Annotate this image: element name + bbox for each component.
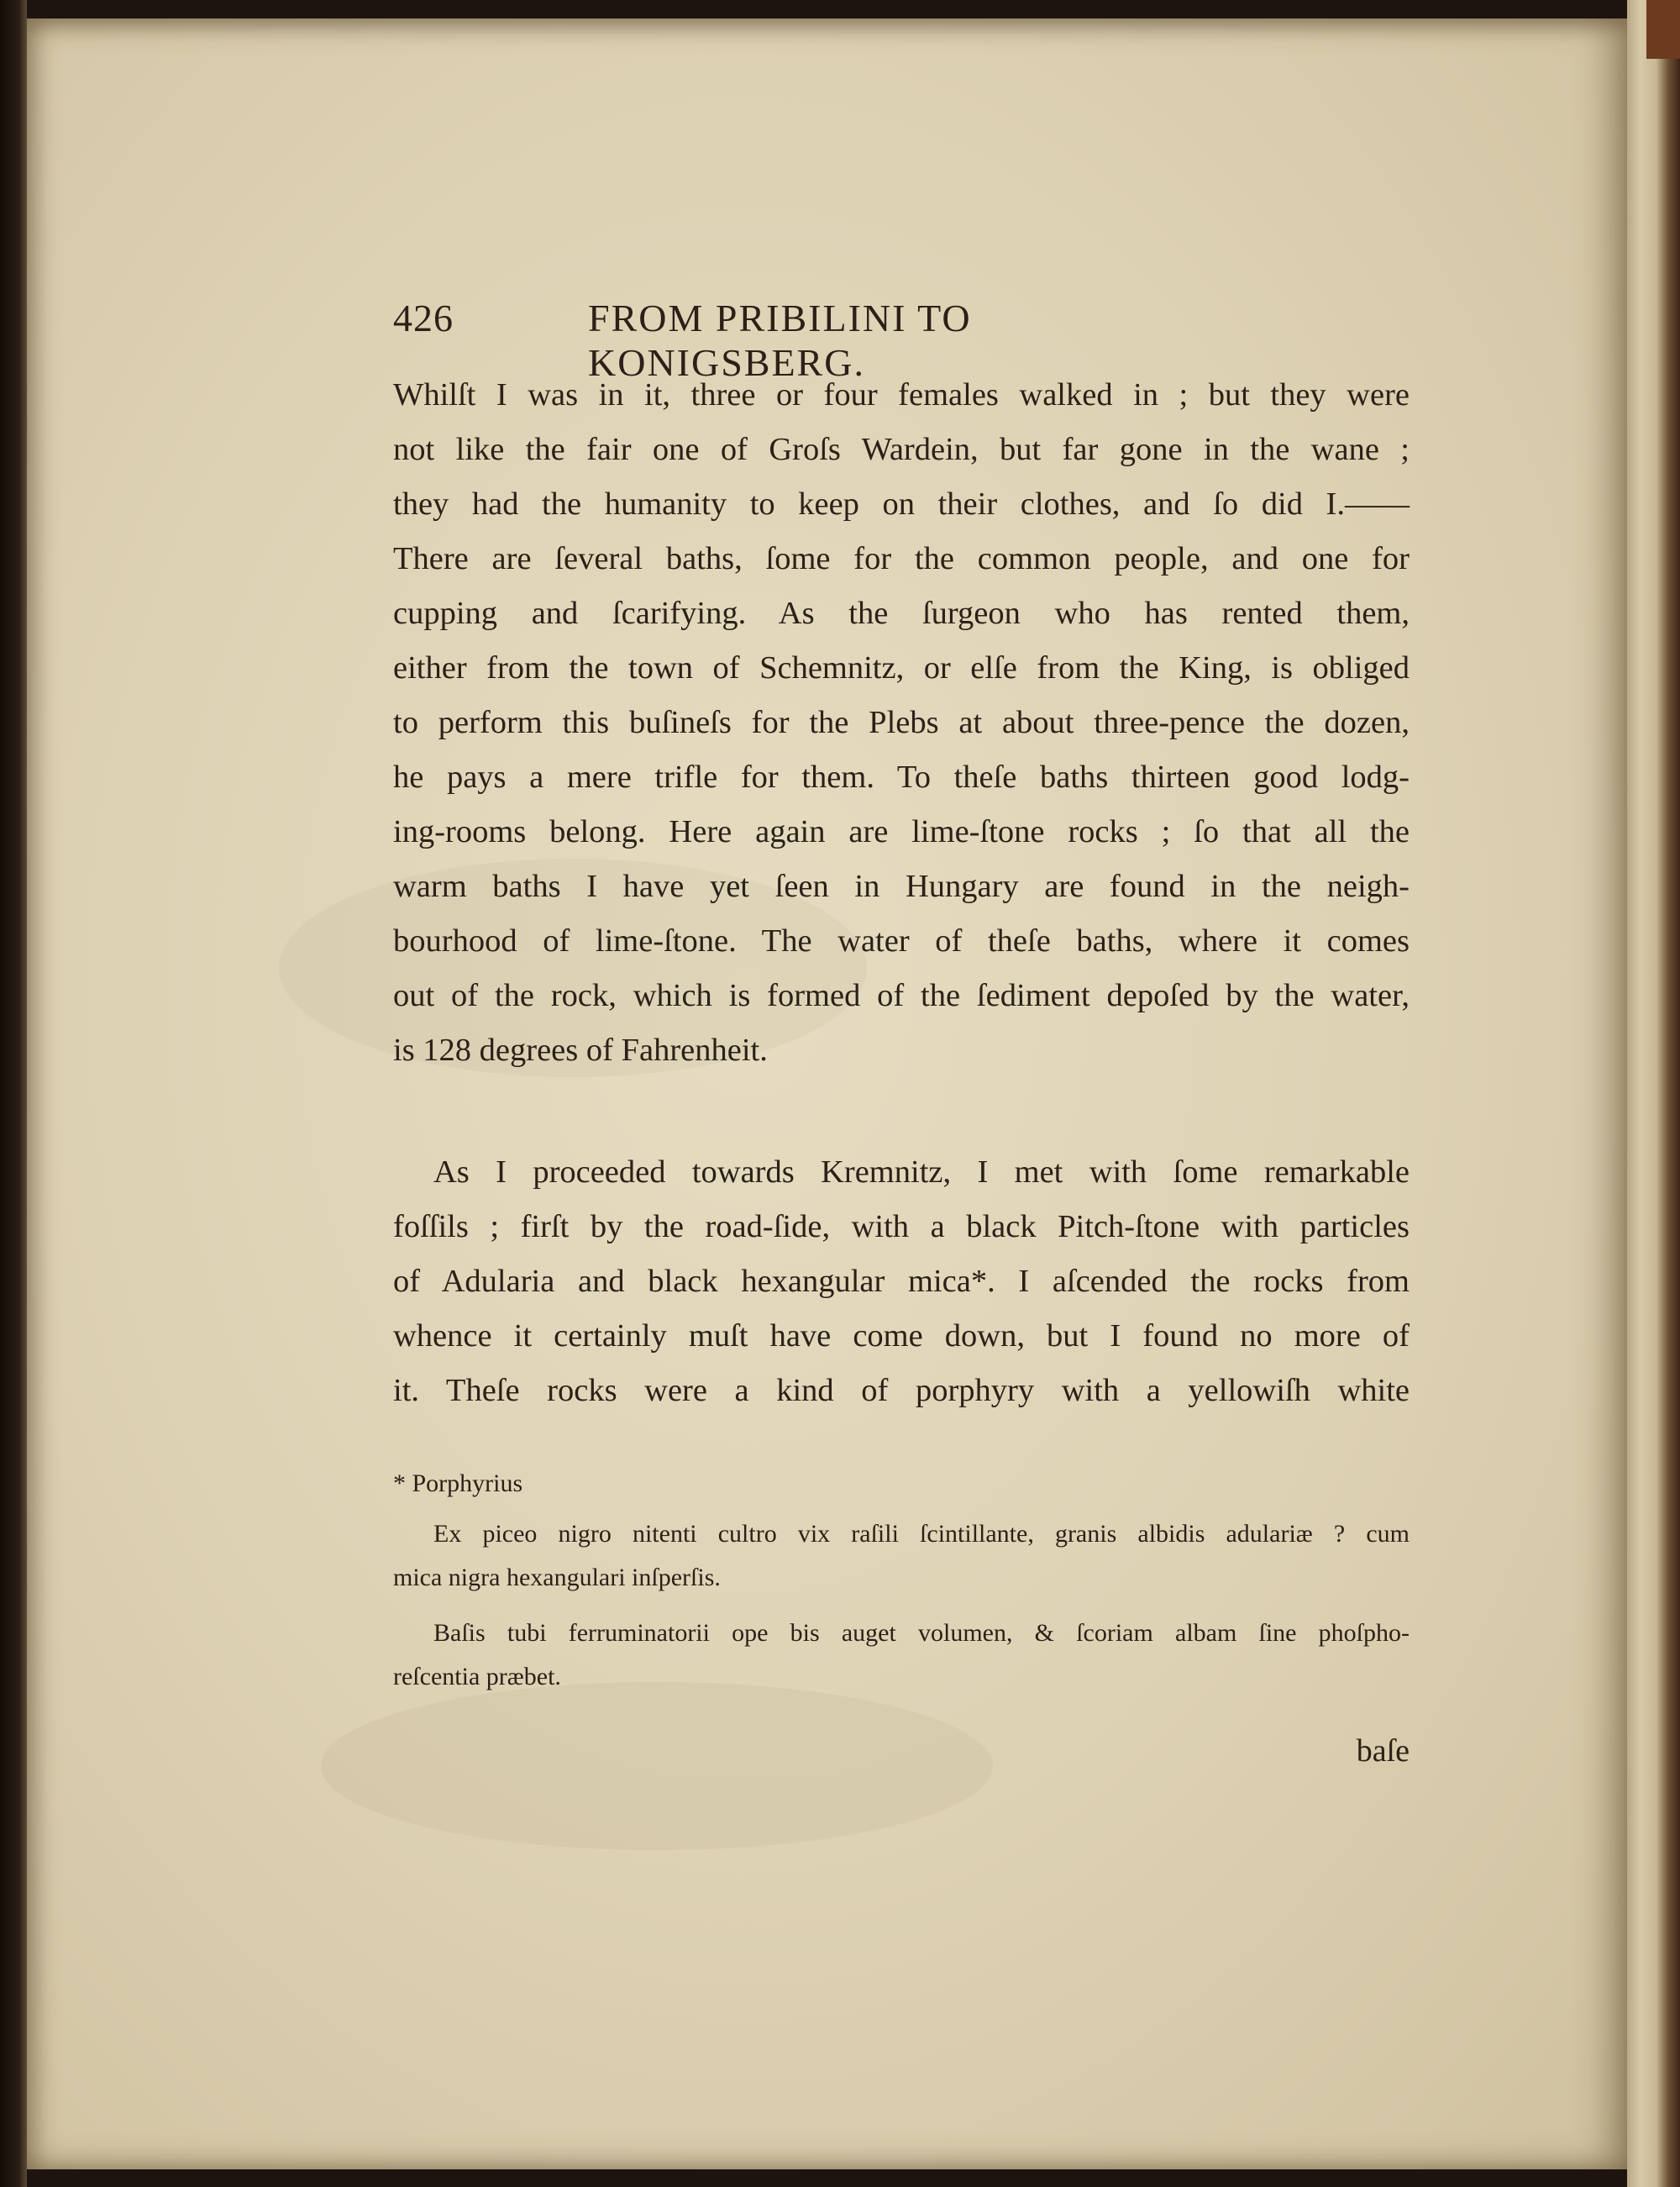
- text-line: of Adularia and black hexangular mica*. I aſcended the rocks from: [393, 1264, 1410, 1299]
- text-line: to perform this buſineſs for the Plebs at about three-pence the dozen,: [393, 705, 1410, 740]
- text-line: warm baths I have yet ſeen in Hungary are found in the neigh-: [393, 869, 1410, 904]
- text-line: out of the rock, which is formed of the ſediment depoſed by the water,: [393, 978, 1410, 1013]
- text-line: ing-rooms belong. Here again are lime-ſtone rocks ; ſo that all the: [393, 814, 1410, 849]
- text-line: either from the town of Schemnitz, or elſe from the King, is obliged: [393, 650, 1410, 686]
- leather-binding-corner: [1646, 0, 1680, 59]
- text-line: it. Theſe rocks were a kind of porphyry with a yellowiſh white: [393, 1373, 1410, 1408]
- page-number: 426: [393, 297, 454, 339]
- text-line: As I proceeded towards Kremnitz, I met with ſome remarkable: [433, 1154, 1410, 1190]
- catchword: baſe: [1356, 1733, 1410, 1769]
- paragraph-kremnitz: [393, 1145, 1410, 1418]
- text-line: cupping and ſcarifying. As the ſurgeon who has rented them,: [393, 596, 1410, 631]
- footnote-line: Ex piceo nigro nitenti cultro vix raſili ſcintillante, granis albidis adulariæ ? cum: [433, 1520, 1410, 1548]
- text-line: is 128 degrees of Fahrenheit.: [393, 1033, 768, 1068]
- text-line: foſſils ; firſt by the road-ſide, with a black Pitch-ſtone with particles: [393, 1209, 1410, 1244]
- footnote: [393, 1512, 1410, 1699]
- text-line: they had the humanity to keep on their clothes, and ſo did I.——: [393, 486, 1410, 522]
- text-line: not like the fair one of Groſs Wardein, but far gone in the wane ;: [393, 432, 1410, 467]
- running-title: FROM PRIBILINI TO KONIGSBERG.: [588, 297, 972, 384]
- paragraph-baths: [393, 368, 1410, 1078]
- footnote-marker: * Porphyrius: [393, 1469, 523, 1497]
- next-page-edge: [1627, 0, 1680, 2187]
- footnote-line: Baſis tubi ferruminatorii ope bis auget volumen, & ſcoriam albam ſine phoſpho-: [433, 1619, 1410, 1647]
- footnote-line: mica nigra hexangulari inſperſis.: [393, 1564, 721, 1591]
- text-line: bourhood of lime-ſtone. The water of theſe baths, where it comes: [393, 923, 1410, 959]
- text-line: There are ſeveral baths, ſome for the common people, and one for: [393, 541, 1410, 576]
- text-line: he pays a mere trifle for them. To theſe baths thirteen good lodg-: [393, 760, 1410, 795]
- footnote-line: reſcentia præbet.: [393, 1663, 561, 1690]
- show-through-smudge: [321, 1682, 993, 1850]
- text-line: whence it certainly muſt have come down, but I found no more of: [393, 1318, 1410, 1354]
- page-header: [393, 296, 1247, 384]
- text-line: Whilſt I was in it, three or four females walked in ; but they were: [393, 377, 1410, 413]
- binding-shadow-left: [0, 0, 27, 2187]
